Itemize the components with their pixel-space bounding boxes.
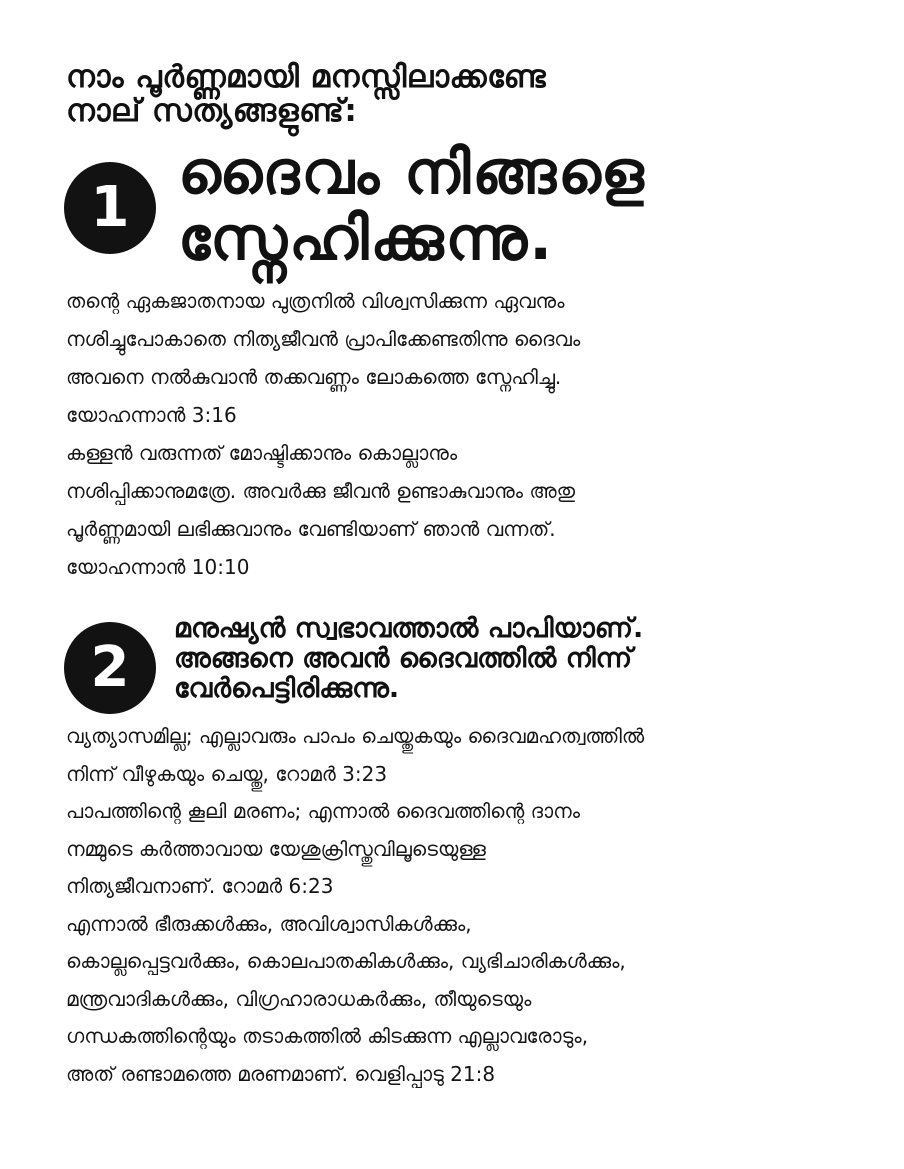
number-badge-2: 2	[64, 622, 156, 714]
body-line: വ്യത്യാസമില്ല; എല്ലാവരും പാപം ചെയ്തുകയും ദൈവമഹത്വത്തിൽ	[66, 724, 645, 748]
body-line: നിന്ന് വീഴുകയും ചെയ്തു, റോമർ 3:23	[66, 761, 388, 786]
point-1-heading	[178, 140, 878, 272]
body-line: അവനെ നൽകുവാൻ തക്കവണ്ണം ലോകത്തെ സ്നേഹിച്ചു.	[66, 365, 562, 389]
body-line: കൊല്ലപ്പെട്ടവർക്കും, കൊലപാതകികൾക്കും, വ്യഭിചാരികൾക്കും,	[66, 949, 626, 973]
body-line: ഗന്ധകത്തിന്റെയും തടാകത്തിൽ കിടക്കുന്ന എല്ലാവരോടും,	[66, 1024, 589, 1048]
intro-line-1: നാം പൂർണ്ണമായി മനസ്സിലാക്കണ്ടേ	[66, 59, 547, 95]
point-1-heading-line-2: സ്നേഹിക്കുന്നു.	[178, 204, 554, 274]
point-1-body	[66, 282, 856, 586]
body-line: നശിപ്പിക്കാനുമത്രേ. അവർക്കു ജീവൻ ഉണ്ടാകുവാനും അതു	[66, 479, 576, 503]
body-line: തന്റെ ഏകജാതനായ പുത്രനിൽ വിശ്വസിക്കുന്ന ഏവനും	[66, 289, 565, 313]
verse-reference: യോഹന്നാൻ 3:16	[66, 403, 237, 427]
body-line: അത് രണ്ടാമത്തെ മരണമാണ്. വെളിപ്പാടു 21:8	[66, 1061, 496, 1086]
point-2-body	[66, 718, 856, 1093]
point-2-heading-line-2: അങ്ങനെ അവൻ ദൈവത്തിൽ നിന്ന്	[174, 643, 633, 674]
body-line: നിത്യജീവനാണ്. റോമർ 6:23	[66, 874, 334, 898]
point-2-heading-line-3: വേർപെട്ടിരിക്കുന്നു.	[174, 673, 400, 704]
body-line: നശിച്ചുപോകാതെ നിത്യജീവൻ പ്രാപിക്കേണ്ടതിന്നു ദൈവം	[66, 327, 581, 351]
point-1-heading-line-1: ദൈവം നിങ്ങളെ	[178, 138, 646, 208]
intro-heading	[66, 60, 866, 128]
body-line: കള്ളൻ വരുന്നത് മോഷ്ടിക്കാനും കൊല്ലാനും	[66, 441, 458, 465]
point-2-heading	[174, 614, 874, 704]
body-line: പൂർണ്ണമായി ലഭിക്കുവാനും വേണ്ടിയാണ് ഞാൻ വന്നത്.	[66, 517, 556, 541]
intro-line-2: നാല് സത്യങ്ങളുണ്ട്:	[66, 93, 358, 129]
verse-reference: യോഹന്നാൻ 10:10	[66, 555, 250, 579]
number-badge-1: 1	[64, 162, 156, 254]
body-line: മന്ത്രവാദികൾക്കും, വിഗ്രഹാരാധകർക്കും, തീയുടെയും	[66, 986, 532, 1011]
body-line: പാപത്തിന്റെ കൂലി മരണം; എന്നാൽ ദൈവത്തിന്റെ ദാനം	[66, 799, 581, 823]
body-line: എന്നാൽ ഭീരുക്കൾക്കും, അവിശ്വാസികൾക്കും,	[66, 911, 472, 936]
point-2-heading-line-1: മനുഷ്യൻ സ്വഭാവത്താൽ പാപിയാണ്.	[174, 613, 644, 644]
body-line: നമ്മുടെ കർത്താവായ യേശുക്രിസ്തുവിലൂടെയുള്ള	[66, 836, 486, 861]
